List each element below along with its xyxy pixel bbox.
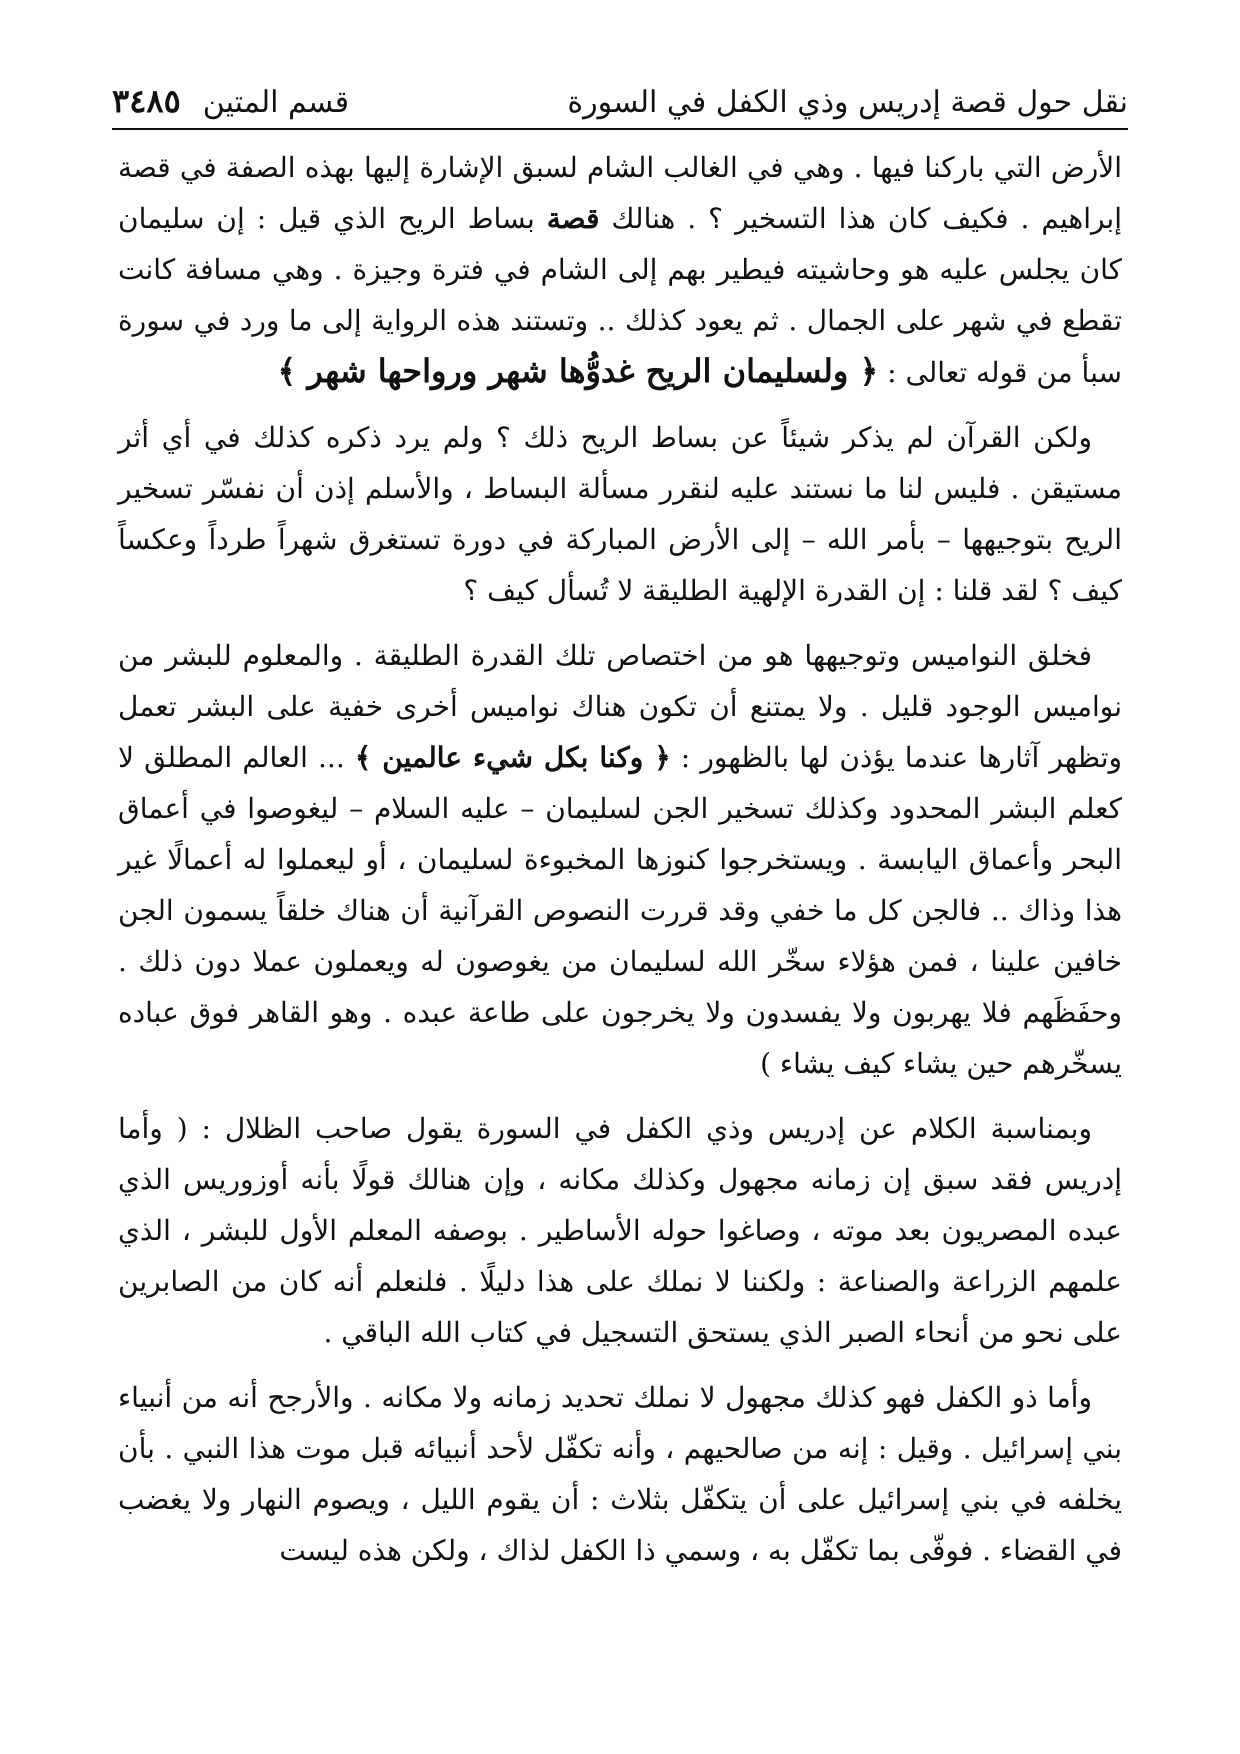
paragraph-text: فخلق النواميس وتوجيهها هو من اختصاص تلك القدرة الطليقة . والمعلوم للبشر من نواميس الوجود قليل . ولا يمتنع أن تكون هناك نواميس أخرى خفية على البشر تعمل وتظهر آثارها عندما يؤذن لها بالظهور : bbox=[118, 639, 1123, 774]
page-number: ٣٤٨٥ bbox=[112, 82, 181, 120]
header-left-group bbox=[112, 82, 349, 120]
paragraph-1 bbox=[118, 142, 1122, 398]
paragraph-text: الأرض التي باركنا فيها . وهي في الغالب الشام لسبق الإشارة إليها بهذه الصفة في قصة إبراهيم . فكيف كان هذا التسخير ؟ . هنالك bbox=[118, 151, 1122, 235]
page-body bbox=[118, 142, 1122, 1590]
quran-verse: ﴿ ولسليمان الريح غدوُّها شهر ورواحها شهر ﴾ bbox=[277, 352, 879, 390]
section-name: قسم المتين bbox=[202, 85, 350, 120]
quran-verse: قصة bbox=[546, 202, 600, 235]
paragraph-2 bbox=[118, 412, 1122, 616]
page-header bbox=[112, 68, 1128, 120]
running-title: نقل حول قصة إدريس وذي الكفل في السورة bbox=[567, 85, 1128, 120]
paragraph-text: وأما ذو الكفل فهو كذلك مجهول لا نملك تحديد زمانه ولا مكانه . والأرجح أنه من أنبياء بني إسرائيل . وقيل : إنه من صالحيهم ، وأنه تكفّل لأحد أنبيائه قبل موت هذا النبي . بأن يخلفه في بني إسرائيل على أن يتكفّل بثلاث : أن يقوم الليل ، ويصوم النهار ولا يغضب في القضاء . فوفّى بما تكفّل به ، وسمي ذا الكفل لذاك ، ولكن هذه ليست bbox=[118, 1381, 1122, 1567]
paragraph-5 bbox=[118, 1372, 1122, 1576]
paragraph-4 bbox=[118, 1103, 1122, 1358]
header-rule bbox=[112, 128, 1128, 130]
paragraph-text: بساط الريح الذي قيل : إن سليمان كان يجلس عليه هو وحاشيته فيطير بهم إلى الشام في فترة وجيزة . وهي مسافة كانت تقطع في شهر على الجمال . ثم يعود كذلك .. وتستند هذه الرواية إلى ما ورد في سورة سبأ من قوله تعالى : bbox=[118, 202, 1123, 389]
paragraph-3 bbox=[118, 630, 1122, 1089]
paragraph-text: ... العالم المطلق لا كعلم البشر المحدود وكذلك تسخير الجن لسليمان – عليه السلام – ليغوصوا في أعماق البحر وأعماق اليابسة . ويستخرجوا كنوزها المخبوءة لسليمان ، أو ليعملوا له أعمالًا غير هذا وذاك .. فالجن كل ما خفي وقد قررت النصوص القرآنية أن هناك خلقاً يسمون الجن خافين علينا ، فمن هؤلاء سخّر الله لسليمان من يغوصون له ويعملون عملا دون ذلك . وحفَظَهم فلا يهربون ولا يفسدون ولا يخرجون على طاعة عبده . وهو القاهر فوق عباده يسخّرهم حين يشاء كيف يشاء ) bbox=[118, 741, 1122, 1080]
paragraph-text: وبمناسبة الكلام عن إدريس وذي الكفل في السورة يقول صاحب الظلال : ( وأما إدريس فقد سبق إن زمانه مجهول وكذلك مكانه ، وإن هنالك قولًا بأنه أوزوريس الذي عبده المصريون بعد موته ، وصاغوا حوله الأساطير . بوصفه المعلم الأول للبشر ، الذي علمهم الزراعة والصناعة : ولكننا لا نملك على هذا دليلًا . فلنعلم أنه كان من الصابرين على نحو من أنحاء الصبر الذي يستحق التسجيل في كتاب الله الباقي . bbox=[118, 1112, 1122, 1349]
quran-verse: ﴿ وكنا بكل شيء عالمين ﴾ bbox=[354, 741, 671, 774]
paragraph-text: ولكن القرآن لم يذكر شيئاً عن بساط الريح ذلك ؟ ولم يرد ذكره كذلك في أي أثر مستيقن . فليس لنا ما نستند عليه لنقرر مسألة البساط ، والأسلم إذن أن نفسّر تسخير الريح بتوجيهها – بأمر الله – إلى الأرض المباركة في دورة تستغرق شهراً طرداً وعكساً كيف ؟ لقد قلنا : إن القدرة الإلهية الطليقة لا تُسأل كيف ؟ bbox=[118, 421, 1122, 607]
